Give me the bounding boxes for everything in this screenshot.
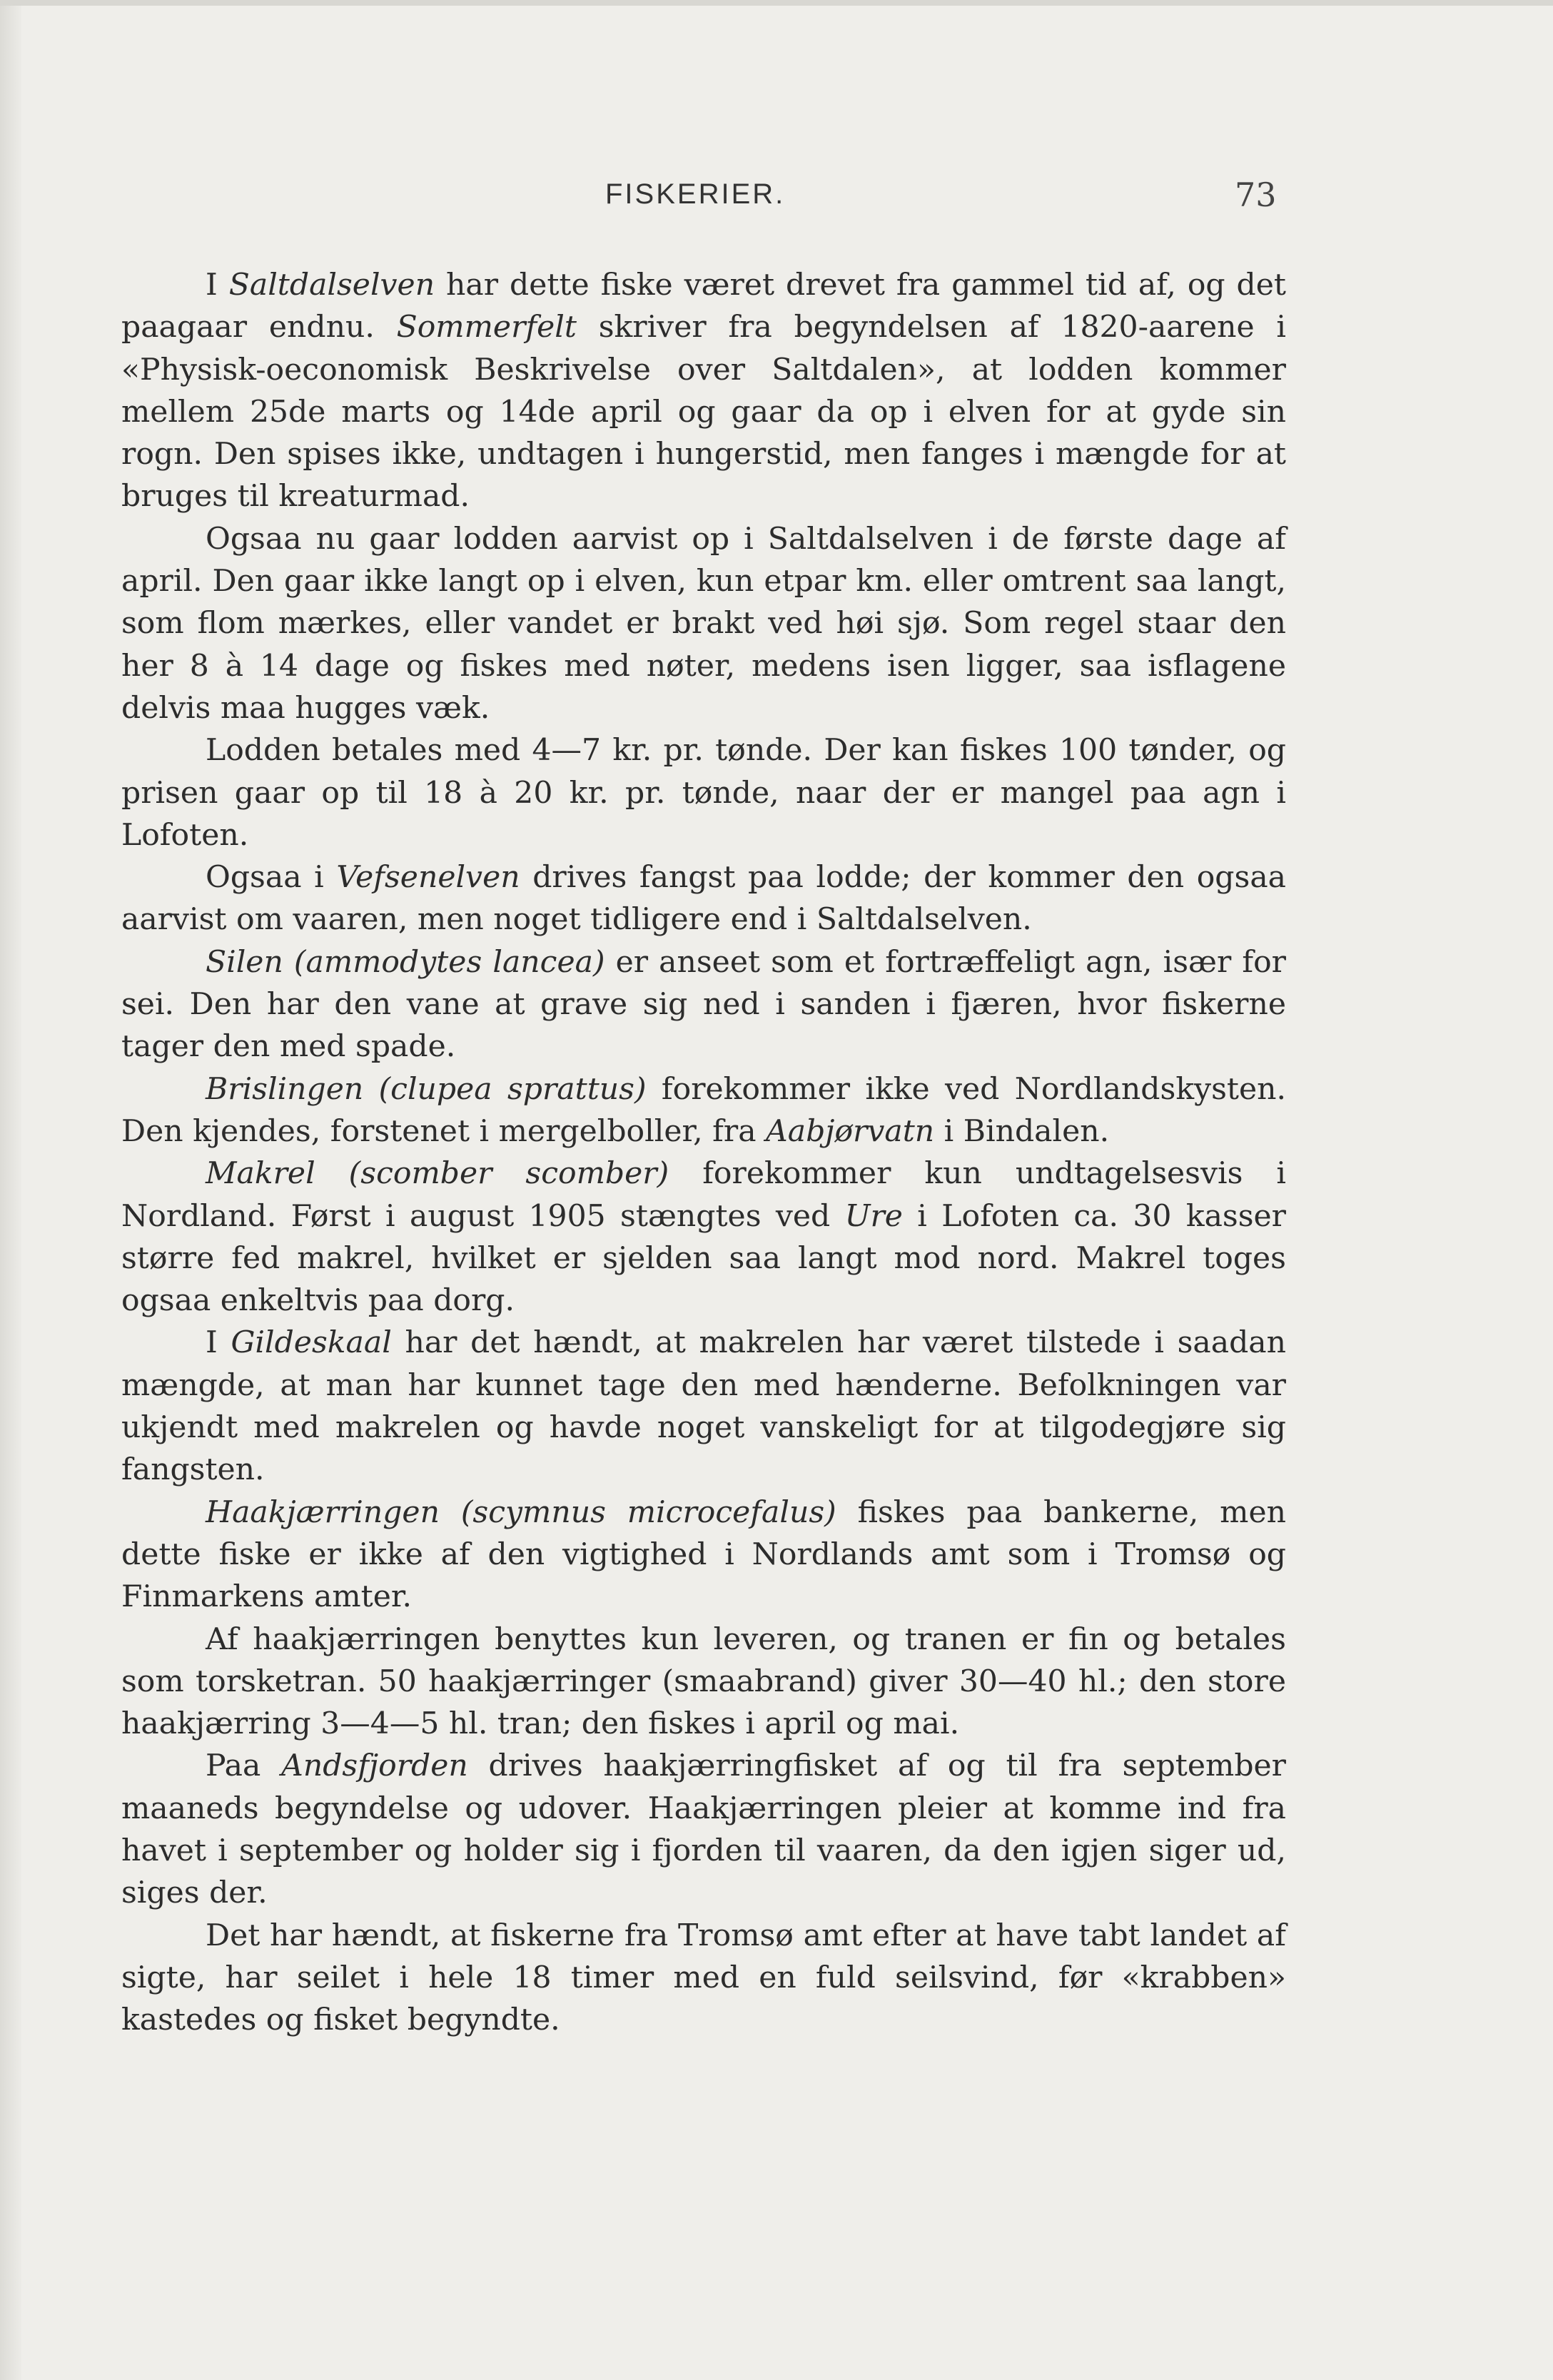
paragraph xyxy=(121,1153,1286,1322)
running-head xyxy=(0,178,1553,221)
text-run: Lodden betales med 4—7 kr. pr. tønde. Der kan fiskes 100 tønder, og prisen gaar op til 18 à 20 kr. pr. tønde, naar der er mangel paa agn i Lofoten. xyxy=(121,733,1286,853)
text-run: har dette fiske været drevet fra gammel tid af, og det paagaar endnu. xyxy=(121,268,1286,345)
page-top-edge xyxy=(0,0,1553,6)
italic-term: Aabjørvatn xyxy=(766,1113,935,1149)
text-run: i Bindalen. xyxy=(934,1113,1110,1149)
paragraph xyxy=(121,1745,1286,1914)
body-text xyxy=(121,264,1286,2041)
text-run: forekommer ikke ved Nordlandskysten. Den kjendes, forstenet i mergelboller, fra xyxy=(121,1071,1286,1149)
italic-term: Ure xyxy=(844,1198,903,1234)
italic-term: Silen (ammodytes lancea) xyxy=(206,944,605,980)
text-run: i Lofoten ca. 30 kasser større fed makrel, hvilket er sjelden saa langt mod nord. Makrel toges ogsaa enkeltvis paa dorg. xyxy=(121,1198,1287,1319)
text-run: fiskes paa bankerne, men dette fiske er ikke af den vigtighed i Nordlands amt som i Tromsø og Finmarkens amter. xyxy=(121,1494,1286,1615)
italic-term: Brislingen (clupea sprattus) xyxy=(206,1071,647,1107)
italic-term: Saltdalselven xyxy=(228,268,435,303)
text-run: Paa xyxy=(206,1748,282,1784)
text-run: Det har hændt, at fiskerne fra Tromsø amt efter at have tabt landet af sigte, har seilet i hele 18 timer med en fuld seilsvind, før «krabben» kastedes og fisket begyndte. xyxy=(121,1918,1286,2038)
running-title: FISKERIER. xyxy=(605,178,786,210)
text-run: forekommer kun undtagelsesvis i Nordland. Først i august 1905 stængtes ved xyxy=(121,1156,1286,1234)
text-run: Ogsaa i xyxy=(206,860,337,896)
page-number: 73 xyxy=(1235,176,1277,214)
italic-term: Vefsenelven xyxy=(336,860,520,896)
text-run: I xyxy=(206,268,229,303)
text-run: er anseet som et fortræffeligt agn, især for sei. Den har den vane at grave sig ned i sanden i fjæren, hvor fiskerne tager den med spade. xyxy=(121,944,1286,1065)
italic-term: Andsfjorden xyxy=(281,1748,468,1784)
paragraph xyxy=(121,1322,1286,1491)
paragraph xyxy=(121,264,1286,518)
text-run: I xyxy=(206,1325,231,1361)
text-run: drives fangst paa lodde; der kommer den ogsaa aarvist om vaaren, men noget tidligere end i Saltdalselven. xyxy=(121,860,1286,938)
text-run: har det hændt, at makrelen har været tilstede i saadan mængde, at man har kunnet tage den med hænderne. Befolkningen var ukjendt med makrelen og havde noget vanskeligt for at tilgodegjøre sig fangsten. xyxy=(121,1325,1286,1488)
paragraph xyxy=(121,1915,1286,2042)
paragraph xyxy=(121,518,1286,729)
paragraph xyxy=(121,1492,1286,1619)
text-run: drives haakjærringfisket af og til fra september maaneds begyndelse og udover. Haakjærringen pleier at komme ind fra havet i september og holder sig i fjorden til vaaren, da den igjen siger ud, siges der. xyxy=(121,1748,1287,1911)
italic-term: Makrel (scomber scomber) xyxy=(206,1156,669,1192)
italic-term: Haakjærringen (scymnus microcefalus) xyxy=(206,1494,836,1530)
page-left-edge xyxy=(0,0,21,2380)
paragraph xyxy=(121,1619,1286,1746)
italic-term: Gildeskaal xyxy=(231,1325,392,1361)
paragraph xyxy=(121,729,1286,856)
italic-term: Sommerfelt xyxy=(396,310,577,345)
text-run: skriver fra begyndelsen af 1820-aarene i «Physisk-oeconomisk Beskrivelse over Saltdalen», at lodden kommer mellem 25de marts og 14de april og gaar da op i elven for at gyde sin rogn. Den spises ikke, undtagen i hungerstid, men fanges i mængde for at bruges til kreaturmad. xyxy=(121,310,1286,515)
text-run: Af haakjærringen benyttes kun leveren, og tranen er fin og betales som torsketran. 50 haakjærringer (smaabrand) giver 30—40 hl.; den store haakjærring 3—4—5 hl. tran; den fiskes i april og mai. xyxy=(121,1621,1286,1742)
paragraph xyxy=(121,1068,1286,1153)
paragraph xyxy=(121,941,1286,1068)
paragraph xyxy=(121,856,1286,941)
text-run: Ogsaa nu gaar lodden aarvist op i Saltdalselven i de første dage af april. Den gaar ikke langt op i elven, kun etpar km. eller omtrent saa langt, som flom mærkes, eller vandet er brakt ved høi sjø. Som regel staar den her 8 à 14 dage og fiskes med nøter, medens isen ligger, saa isflagene delvis maa hugges væk. xyxy=(121,521,1286,726)
